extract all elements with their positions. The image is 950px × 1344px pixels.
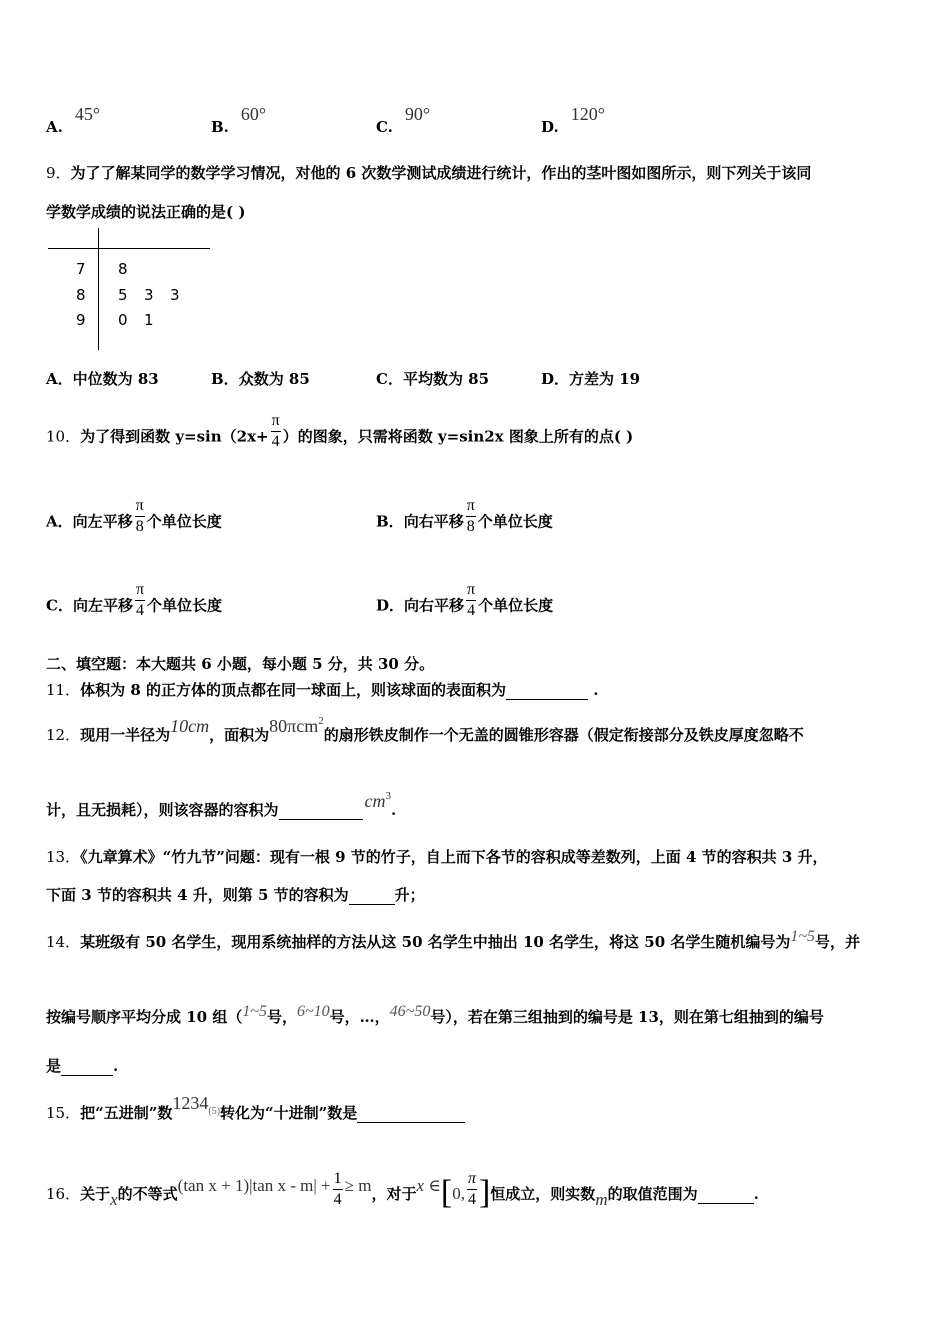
q8-option-b[interactable]: B.60° <box>211 104 267 136</box>
q16-quarter-fraction: $\frac{1}{4}$ <box>333 1169 342 1208</box>
q16: 16．关于x的不等式(tan x + 1)|tan x - m| + $\frac{1}{4}$ ≥ m，对于x ∈[0, $\frac{\pi}{4}$ ]恒成立，则实数m的取值范围为 . <box>46 1169 759 1211</box>
q9-option-b[interactable]: B．众数为 85 <box>211 370 310 388</box>
leaf-value: 0 <box>118 311 128 329</box>
answer-blank[interactable] <box>61 1057 113 1076</box>
q10-option-b[interactable]: B．向右平移 $\frac{\pi}{8}$ 个单位长度 <box>376 497 553 535</box>
q9-option-d[interactable]: D．方差为 19 <box>541 370 641 388</box>
option-fraction: $\frac{\pi}{4}$ <box>135 581 145 619</box>
q15: 15．把“五进制”数1234$^{(5)}$转化为“十进制”数是 <box>46 1102 465 1123</box>
q9-line2: 学数学成绩的说法正确的是( ) <box>46 203 246 221</box>
q12-line1: 12．现用一半径为10cm，面积为80πcm$^2$的扇形铁皮制作一个无盖的圆锥形容器（假定衔接部分及铁皮厚度忽略不 <box>46 715 804 744</box>
stem-leaf-plot <box>48 228 213 353</box>
leaf-value: 8 <box>118 260 128 278</box>
q13-line2: 下面 3 节的容积共 4 升，则第 5 节的容积为 升； <box>46 886 425 904</box>
q14-line2: 按编号顺序平均分成 10 组（1~5号，6~10号，…，46~50号），若在第三组抽到的编号是 13，则在第七组抽到的编号 <box>46 1003 824 1026</box>
leaf-value: 3 <box>144 286 154 304</box>
q13-line1: 13．《九章算术》“竹九节”问题：现有一根 9 节的竹子，自上而下各节的容积成等差数列，上面 4 节的容积共 3 升， <box>46 848 828 866</box>
answer-blank[interactable] <box>279 801 363 820</box>
q9-option-c[interactable]: C．平均数为 85 <box>376 370 490 388</box>
q8-option-d[interactable]: D.120° <box>541 104 605 136</box>
q16-interval-fraction: $\frac{\pi}{4}$ <box>467 1169 476 1208</box>
stem-value: 8 <box>76 286 86 304</box>
option-fraction: $\frac{\pi}{8}$ <box>466 497 475 535</box>
stem-value: 7 <box>76 260 86 278</box>
q8-option-c[interactable]: C.90° <box>376 104 431 136</box>
section-heading: 二、填空题：本大题共 6 小题，每小题 5 分，共 30 分。 <box>46 655 435 673</box>
q10-option-d[interactable]: D．向右平移 $\frac{\pi}{4}$ 个单位长度 <box>376 581 554 619</box>
q12-line2: 计，且无损耗），则该容器的容积为 $cm^3$. <box>46 790 397 819</box>
answer-blank[interactable] <box>506 681 588 700</box>
stem-value: 9 <box>76 311 86 329</box>
leaf-value: 1 <box>144 311 154 329</box>
q10-option-a[interactable]: A．向左平移 $\frac{\pi}{8}$ 个单位长度 <box>46 497 222 535</box>
stem-leaf-header-line <box>48 248 210 249</box>
q9-line1: 9．为了了解某同学的数学学习情况，对他的 6 次数学测试成绩进行统计，作出的茎叶图如图所示，则下列关于该同 <box>46 164 812 182</box>
leaf-value: 3 <box>170 286 180 304</box>
q9-option-a[interactable]: A．中位数为 83 <box>46 370 159 388</box>
q10-fraction: $\frac{\pi}{4}$ <box>271 412 280 450</box>
q14-line1: 14．某班级有 50 名学生，现用系统抽样的方法从这 50 名学生中抽出 10 名学生，将这 50 名学生随机编号为1~5号，并 <box>46 928 861 951</box>
q14-line3: 是 . <box>46 1057 119 1075</box>
stem-leaf-divider <box>98 228 99 350</box>
interval-open-bracket: [ <box>440 1174 453 1211</box>
option-fraction: $\frac{\pi}{8}$ <box>135 497 144 535</box>
q8-option-a[interactable]: A.45° <box>46 104 101 136</box>
answer-blank[interactable] <box>698 1185 754 1204</box>
leaf-value: 5 <box>118 286 128 304</box>
answer-blank[interactable] <box>349 886 395 905</box>
q10-option-c[interactable]: C．向左平移 $\frac{\pi}{4}$ 个单位长度 <box>46 581 223 619</box>
option-fraction: $\frac{\pi}{4}$ <box>467 581 476 619</box>
interval-close-bracket: ] <box>478 1174 491 1211</box>
q11: 11．体积为 8 的正方体的顶点都在同一球面上，则该球面的表面积为 . <box>46 681 599 699</box>
q10-stem: 10．为了得到函数 y=sin（2x+ $\frac{\pi}{4}$ ）的图象，只需将函数 y=sin2x 图象上所有的点( ) <box>46 412 634 450</box>
answer-blank[interactable] <box>357 1104 465 1123</box>
